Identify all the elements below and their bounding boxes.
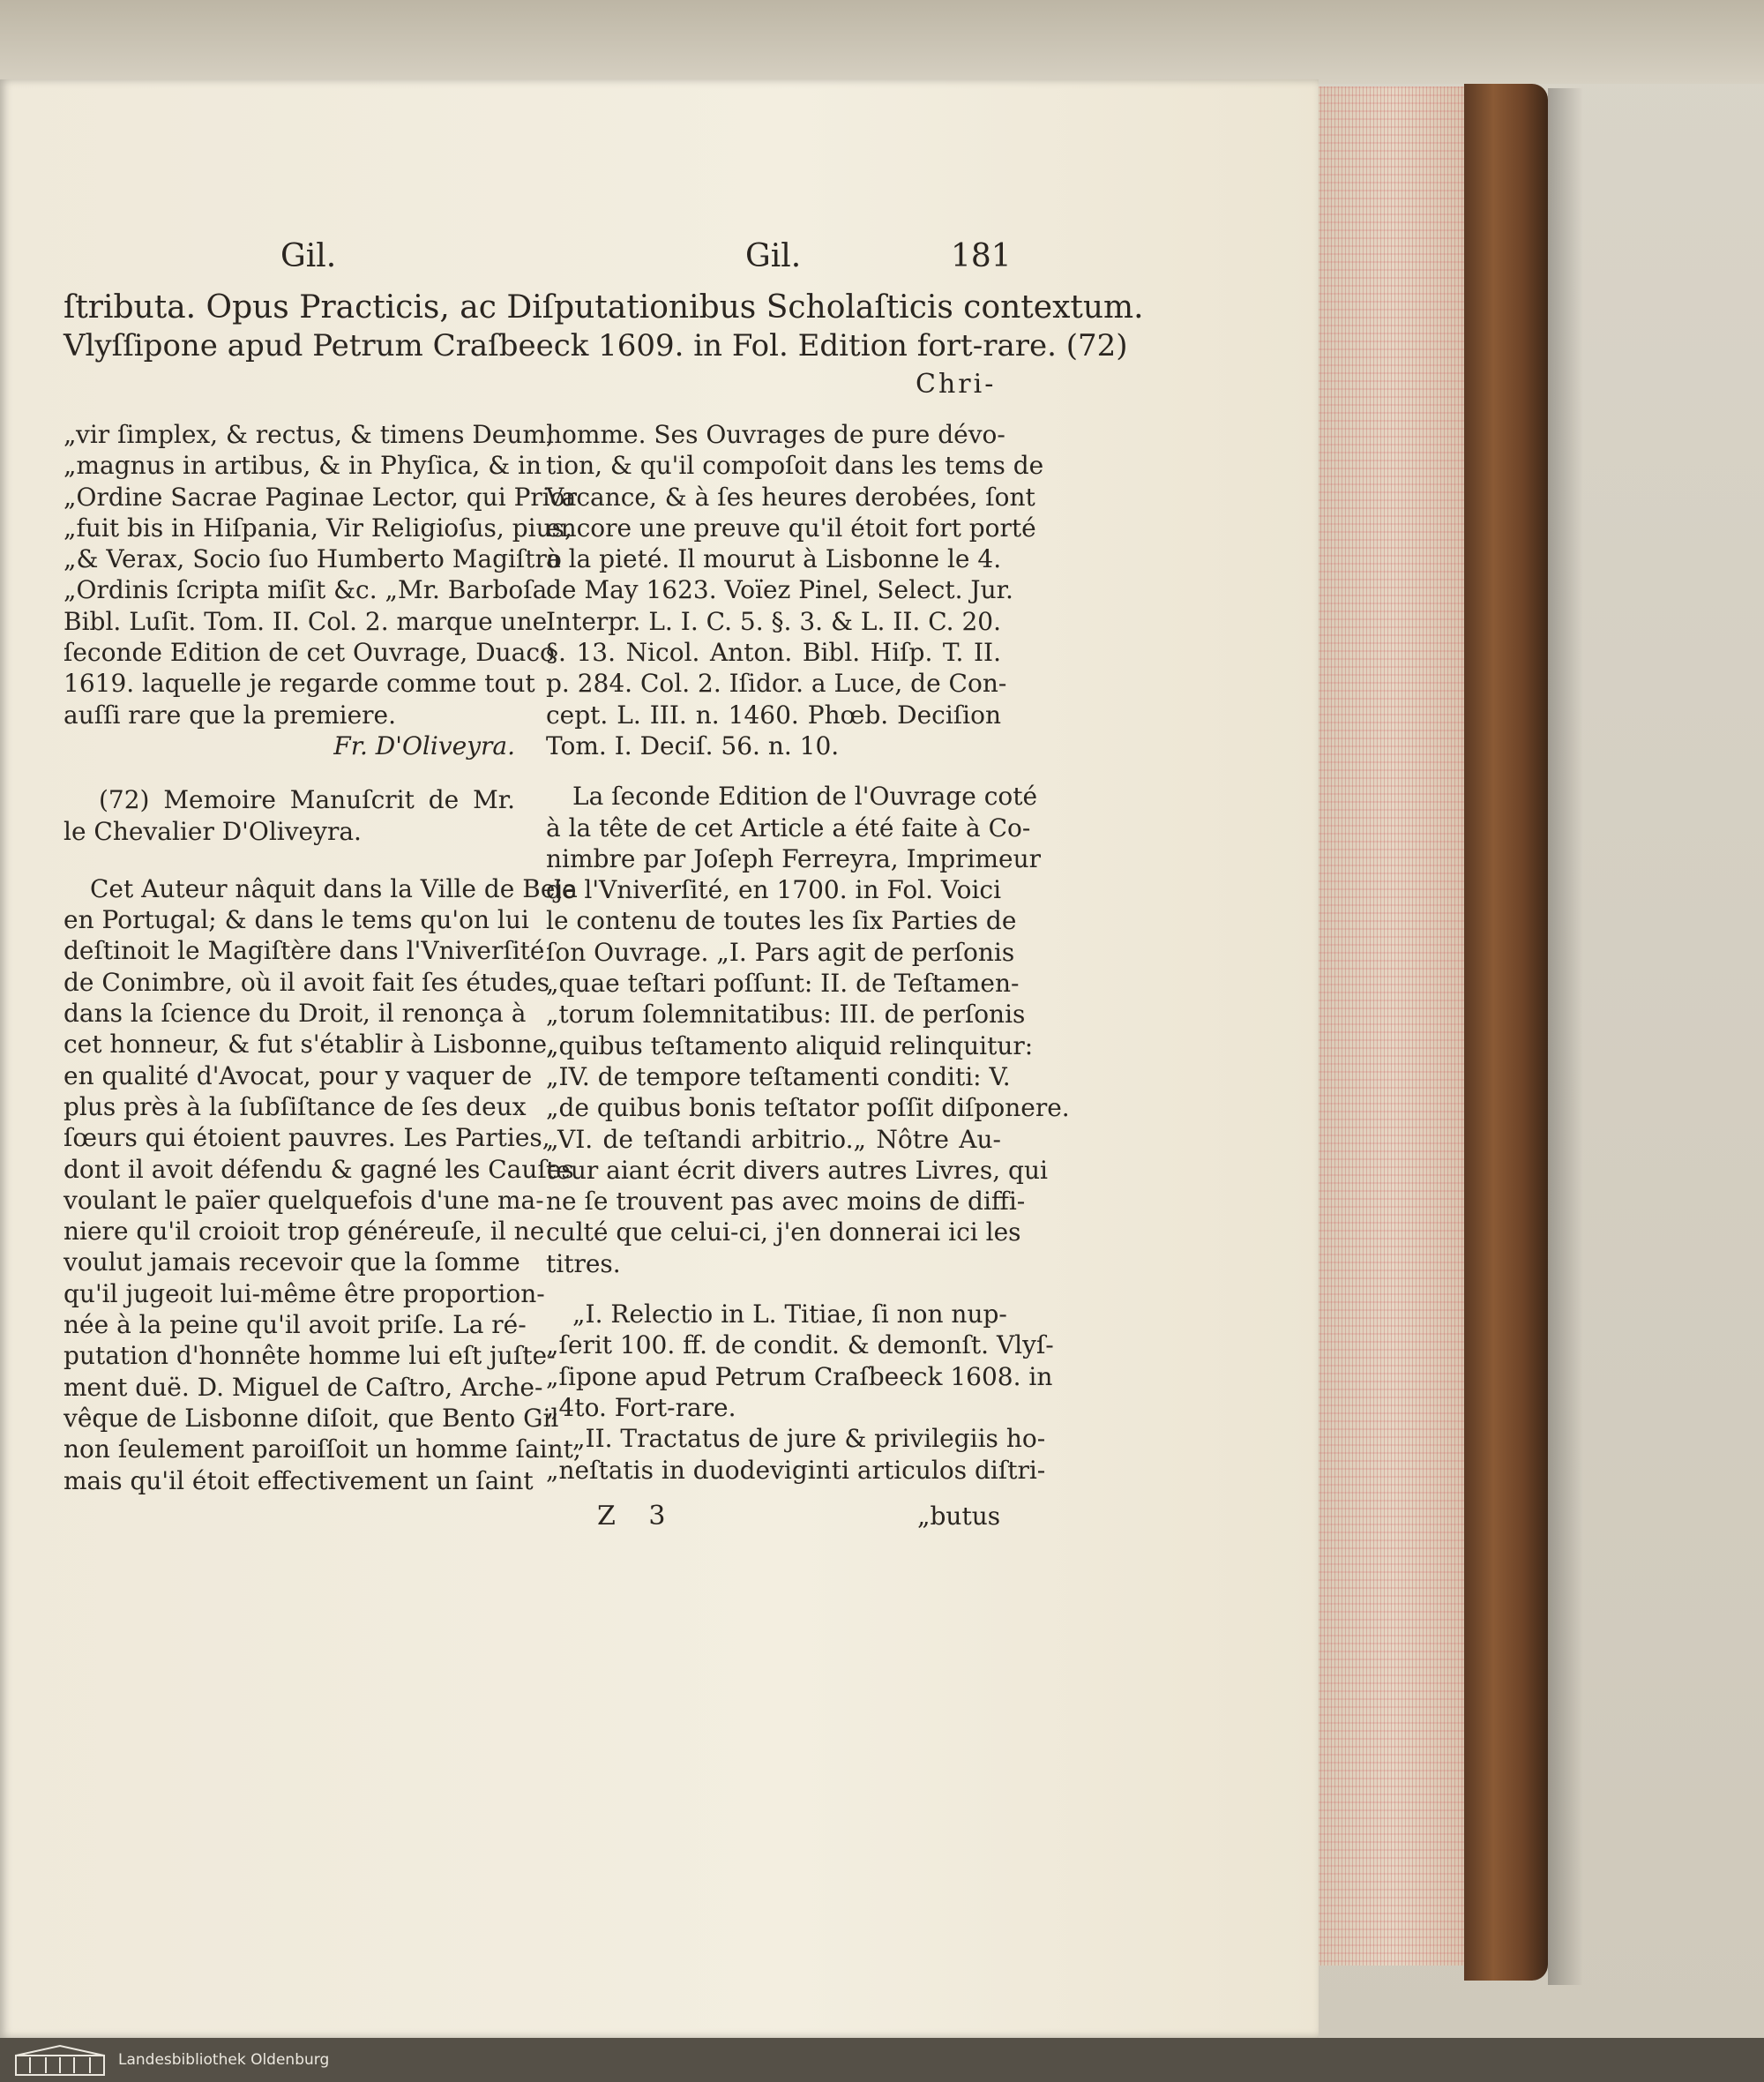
text-line: à la pieté. Il mourut à Lisbonne le 4. — [546, 544, 1002, 574]
text-line: „quibus teſtamento aliquid relinquitur: — [546, 1030, 1034, 1060]
text-line: „Ordine Sacrae Paginae Lector, qui Prior — [64, 482, 577, 512]
catchword-bottom: „butus — [917, 1502, 1001, 1531]
text-line: encore une preuve qu'il étoit fort porté — [546, 513, 1036, 543]
text-line: le contenu de toutes les ſix Parties de — [546, 906, 1017, 936]
text-line: culté que celui-ci, j'en donnerai ici les — [546, 1217, 1021, 1247]
text-line: Tom. I. Deciſ. 56. n. 10. — [546, 730, 840, 760]
text-line: 1619. laquelle je regarde comme tout — [64, 669, 535, 699]
text-line: vêque de Lisbonne diſoit, que Bento Gil — [64, 1403, 559, 1433]
text-line: deſtinoit le Magiſtère dans l'Vniverſité — [64, 936, 545, 966]
page-edges — [1308, 86, 1477, 1966]
book-cover — [1464, 84, 1548, 1981]
paragraph-gap — [546, 1279, 1001, 1299]
intro-line-2: Vlyſſipone apud Petrum Craſbeeck 1609. in Fol. Edition fort-rare. (72) — [64, 328, 1128, 363]
paragraph-gap — [64, 847, 515, 873]
text-line: Interpr. L. I. C. 5. §. 3. & L. II. C. 20. — [546, 606, 1001, 636]
text-line: de Conimbre, où il avoit fait ſes études — [64, 967, 550, 997]
text-line: „ſerit 100. ff. de condit. & demonſt. Vlyſ- — [546, 1330, 1054, 1360]
text-line: „magnus in artibus, & in Phyſica, & in — [64, 451, 542, 481]
text-line: „torum ſolemnitatibus: III. de perſonis — [546, 1000, 1026, 1030]
text-line: de May 1623. Voïez Pinel, Select. Jur. — [546, 575, 1013, 605]
paragraph-gap — [546, 761, 1001, 781]
paragraph-gap — [64, 761, 515, 784]
text-line: voulut jamais recevoir que la ſomme — [64, 1247, 520, 1277]
text-line: „de quibus bonis teſtator poſſit diſponere. — [546, 1093, 1070, 1123]
text-line: (72) Memoire Manuſcrit de Mr. — [99, 785, 515, 815]
library-name: Landesbibliothek Oldenburg — [118, 2051, 330, 2069]
text-line: à la tête de cet Article a été faite à Co- — [546, 813, 1031, 843]
text-line: titres. — [546, 1248, 621, 1278]
text-line: de l'Vniverſité, en 1700. in Fol. Voici — [546, 875, 1002, 905]
text-line: §. 13. Nicol. Anton. Bibl. Hiſp. T. II. — [546, 638, 1001, 668]
text-line: Cet Auteur nâquit dans la Ville de Beja — [90, 873, 578, 903]
text-line: Fr. D'Oliveyra. — [333, 730, 515, 760]
text-line: „& Verax, Socio ſuo Humberto Magiſtro — [64, 544, 562, 574]
text-line: tion, & qu'il compoſoit dans les tems de — [546, 451, 1044, 481]
book-page — [0, 79, 1319, 2038]
running-head-center: Gil. — [745, 238, 802, 274]
facing-page-edge — [0, 0, 1764, 84]
intro-line-1: ſtributa. Opus Practicis, ac Diſputationibus Scholaſticis contextum. — [64, 289, 1144, 326]
text-line: ſeconde Edition de cet Ouvrage, Duaco — [64, 638, 555, 668]
text-line: ſœurs qui étoient pauvres. Les Parties, — [64, 1123, 550, 1153]
text-line: cet honneur, & fut s'établir à Lisbonne, — [64, 1030, 555, 1060]
text-line: homme. Ses Ouvrages de pure dévo- — [546, 420, 1005, 449]
text-line: „ſipone apud Petrum Craſbeeck 1608. in — [546, 1361, 1053, 1391]
text-line: La ſeconde Edition de l'Ouvrage coté — [572, 782, 1038, 812]
text-line: putation d'honnête homme lui eſt juſte- — [64, 1341, 556, 1371]
text-line: teur aiant écrit divers autres Livres, qui — [546, 1155, 1048, 1185]
text-line: „IV. de tempore teſtamenti conditi: V. — [546, 1061, 1011, 1091]
text-line: „II. Tractatus de jure & privilegiis ho- — [572, 1424, 1046, 1454]
right-column — [546, 419, 1070, 1486]
text-line: cept. L. III. n. 1460. Phœb. Deciſion — [546, 700, 1001, 730]
text-line: Bibl. Luſit. Tom. II. Col. 2. marque une — [64, 606, 548, 636]
text-line: niere qu'il croioit trop généreuſe, il ne — [64, 1217, 545, 1247]
text-line: ne ſe trouvent pas avec moins de diffi- — [546, 1187, 1026, 1217]
text-line: dont il avoit défendu & gagné les Cauſes — [64, 1154, 574, 1184]
catchword-top: Chri- — [916, 369, 997, 400]
left-column — [64, 419, 581, 1496]
text-line: ment duë. D. Miguel de Caſtro, Arche- — [64, 1372, 543, 1402]
text-line: Vacance, & à ſes heures derobées, ſont — [546, 482, 1035, 512]
text-line: ſon Ouvrage. „I. Pars agit de perſonis — [546, 937, 1015, 967]
text-line: en qualité d'Avocat, pour y vaquer de — [64, 1060, 533, 1090]
text-line: mais qu'il étoit effectivement un ſaint — [64, 1465, 534, 1495]
text-line: „VI. de teſtandi arbitrio.„ Nôtre Au- — [546, 1124, 1001, 1154]
text-line: dans la ſcience du Droit, il renonça à — [64, 999, 527, 1029]
text-line: „4to. Fort-rare. — [546, 1392, 736, 1422]
text-line: voulant le païer quelquefois d'une ma- — [64, 1185, 544, 1215]
running-head-left: Gil. — [280, 238, 337, 274]
text-line: en Portugal; & dans le tems qu'on lui — [64, 905, 529, 935]
text-line: „vir ſimplex, & rectus, & timens Deum, — [64, 420, 554, 449]
text-line: née à la peine qu'il avoit priſe. La ré- — [64, 1310, 527, 1340]
page-number: 181 — [951, 238, 1012, 274]
text-line: plus près à la ſubſiſtance de ſes deux — [64, 1091, 527, 1121]
text-line: „fuit bis in Hiſpania, Vir Religioſus, pius, — [64, 513, 572, 543]
text-line: le Chevalier D'Oliveyra. — [64, 816, 362, 846]
signature-mark: Z 3 — [597, 1501, 678, 1532]
text-line: p. 284. Col. 2. Iſidor. a Luce, de Con- — [546, 669, 1007, 699]
library-footer — [0, 2038, 1764, 2082]
text-line: auſſi rare que la premiere. — [64, 700, 397, 730]
text-line: „Ordinis ſcripta miſit &c. „Mr. Barboſa — [64, 575, 548, 605]
text-line: nimbre par Joſeph Ferreyra, Imprimeur — [546, 843, 1042, 873]
text-line: qu'il jugeoit lui-même être proportion- — [64, 1278, 545, 1308]
library-building-icon — [12, 2043, 108, 2077]
text-line: „quae teſtari poſſunt: II. de Teſtamen- — [546, 969, 1020, 999]
text-line: „I. Relectio in L. Titiae, ſi non nup- — [572, 1299, 1007, 1329]
text-line: non ſeulement paroiſſoit un homme ſaint, — [64, 1434, 581, 1464]
cover-shadow — [1548, 88, 1583, 1985]
text-line: „neſtatis in duodeviginti articulos diſtri- — [546, 1455, 1046, 1485]
